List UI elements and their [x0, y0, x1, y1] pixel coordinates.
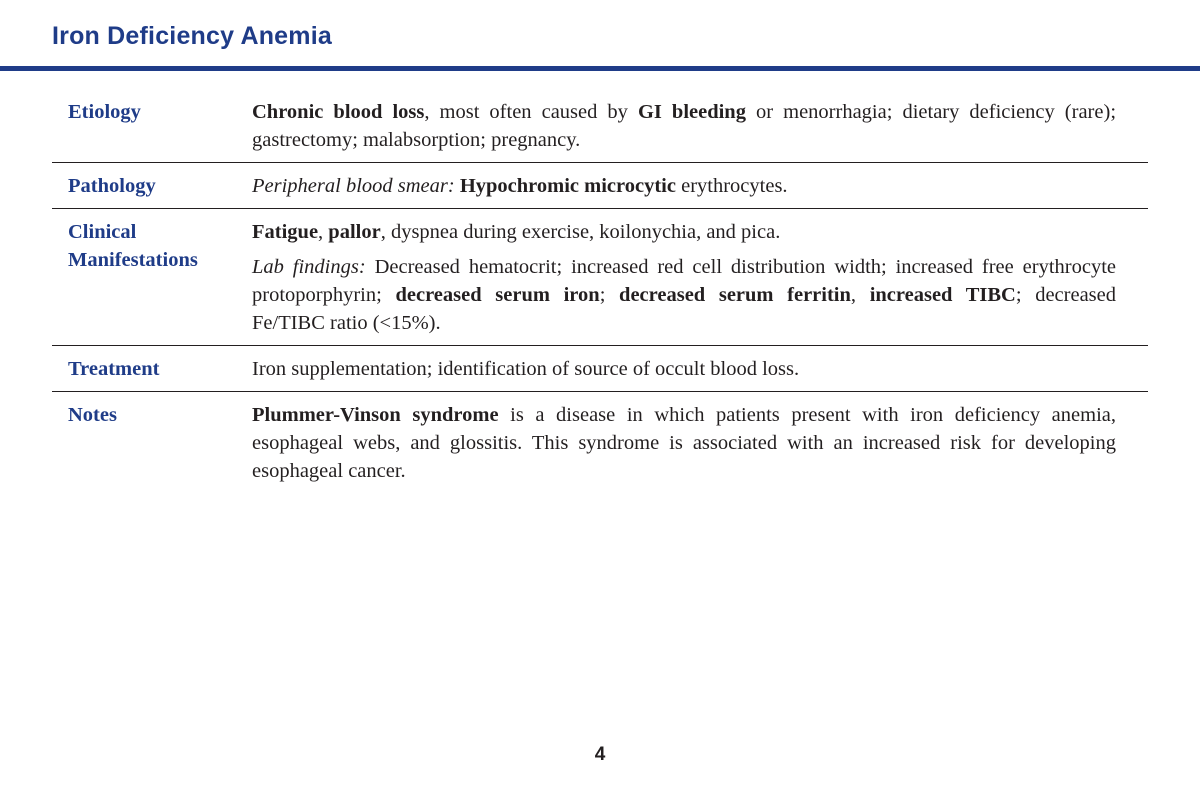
bold-term: decreased serum iron: [395, 284, 600, 306]
italic-term: Lab findings:: [252, 256, 366, 278]
treatment-text: [252, 355, 1116, 383]
page-number: 4: [594, 744, 606, 765]
table-row-pathology: [52, 172, 1148, 209]
table-row-clinical-manifestations: [52, 218, 1148, 346]
text-run: is a disease in which patients present with iron deficiency anemia, esophageal webs, and glossitis. This syndrome is associated with an increased risk for developing esophageal cancer.: [252, 404, 1116, 482]
notes-text: [252, 401, 1116, 485]
text-run: or menorrhagia; dietary deficiency (rare); gastrectomy; malabsorption; pregnancy.: [252, 101, 1117, 151]
bold-term: Chronic blood loss: [252, 101, 425, 123]
text-run: ; decreased Fe/TIBC ratio (<15%).: [252, 284, 1117, 334]
bold-term: increased TIBC: [869, 284, 1016, 306]
table-row-notes: [52, 401, 1148, 493]
text-run: Iron supplementation; identification of source of occult blood loss.: [252, 358, 800, 380]
text-run: ,: [850, 284, 870, 306]
row-content-clinical-manifestations: [252, 218, 1116, 337]
bold-term: Fatigue: [252, 221, 319, 243]
etiology-text: [252, 98, 1116, 154]
row-label-notes: Notes: [68, 404, 117, 426]
row-label-clinical-manifestations: Clinical Manifestations: [68, 221, 198, 271]
title-rule: [0, 66, 1200, 71]
row-content-treatment: [252, 355, 1116, 383]
lab-findings-text: [252, 253, 1116, 337]
bold-term: Plummer-Vinson syndrome: [252, 404, 499, 426]
bold-term: GI bleeding: [637, 101, 746, 123]
bold-term: decreased serum ferritin: [619, 284, 851, 306]
row-content-etiology: [252, 98, 1116, 154]
table-row-etiology: [52, 98, 1148, 163]
row-content-pathology: [252, 172, 1116, 200]
pathology-text: [252, 172, 1116, 200]
table-row-treatment: [52, 355, 1148, 392]
italic-term: Peripheral blood smear:: [252, 175, 455, 197]
text-run: erythrocytes.: [675, 175, 788, 197]
row-label-treatment: Treatment: [68, 358, 160, 380]
text-run: , most often caused by: [424, 101, 638, 123]
bold-term: pallor: [328, 221, 381, 243]
content-table: [52, 98, 1148, 502]
row-label-etiology: Etiology: [68, 101, 141, 123]
text-run: , dyspnea during exercise, koilonychia, and pica.: [380, 221, 781, 243]
row-content-notes: [252, 401, 1116, 485]
text-run: ;: [599, 284, 620, 306]
bold-term: Hypochromic microcytic: [459, 175, 676, 197]
row-label-pathology: Pathology: [68, 175, 156, 197]
text-run: Decreased hematocrit; increased red cell distribution width; increased free erythrocyte protoporphyrin;: [252, 256, 1116, 306]
text-run: ,: [318, 221, 329, 243]
page-title: Iron Deficiency Anemia: [52, 22, 332, 50]
clinical-manifestations-text: [252, 218, 1116, 246]
